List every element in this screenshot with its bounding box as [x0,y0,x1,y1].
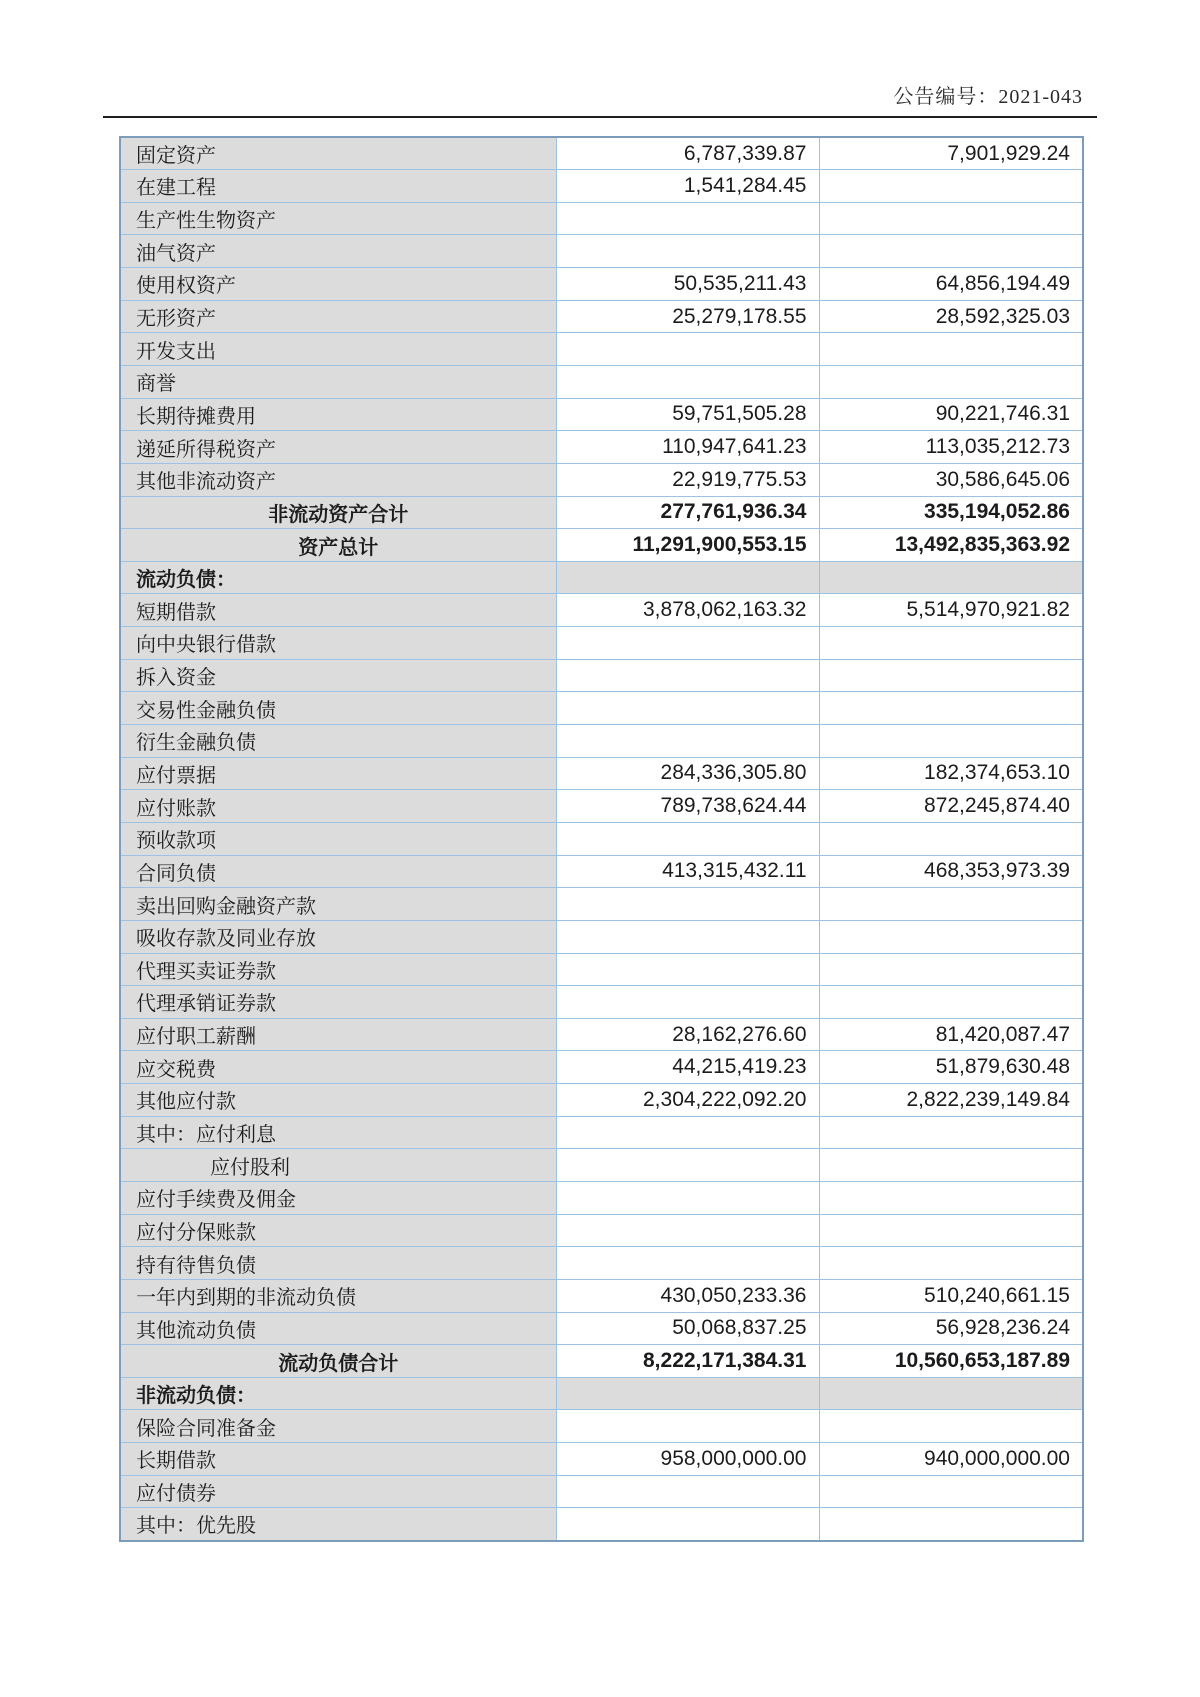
value-current-cell [556,1149,819,1182]
row-label-cell: 代理买卖证券款 [120,953,556,986]
value-current-cell: 413,315,432.11 [556,855,819,888]
row-label-cell: 其中：应付利息 [120,1116,556,1149]
row-label-cell: 预收款项 [120,822,556,855]
table-row [120,1345,1083,1378]
value-prior-cell: 90,221,746.31 [819,398,1083,431]
value-current-cell: 6,787,339.87 [556,137,819,170]
value-prior-cell: 7,901,929.24 [819,137,1083,170]
row-label-cell: 长期待摊费用 [120,398,556,431]
row-label-cell: 短期借款 [120,594,556,627]
value-prior-cell: 56,928,236.24 [819,1312,1083,1345]
value-current-cell: 8,222,171,384.31 [556,1345,819,1378]
value-prior-cell [819,1182,1083,1215]
value-current-cell: 3,878,062,163.32 [556,594,819,627]
row-label-cell: 油气资产 [120,235,556,268]
row-label-cell: 应付账款 [120,790,556,823]
row-label-cell: 拆入资金 [120,659,556,692]
value-current-cell [556,235,819,268]
table-row [120,1279,1083,1312]
row-label-cell: 应付职工薪酬 [120,1018,556,1051]
value-prior-cell: 940,000,000.00 [819,1443,1083,1476]
value-current-cell [556,822,819,855]
table-row [120,1084,1083,1117]
table-row [120,986,1083,1019]
value-current-cell [556,725,819,758]
row-label-cell: 资产总计 [120,529,556,562]
table-row [120,463,1083,496]
value-current-cell: 789,738,624.44 [556,790,819,823]
row-label-cell: 衍生金融负债 [120,725,556,758]
value-current-cell [556,1508,819,1541]
value-prior-cell [819,1475,1083,1508]
value-current-cell [556,986,819,1019]
announcement-number: 公告编号：2021-043 [893,86,1083,108]
value-prior-cell [819,170,1083,203]
row-label-cell: 其他应付款 [120,1084,556,1117]
value-current-cell [556,1214,819,1247]
row-label-cell: 代理承销证券款 [120,986,556,1019]
value-prior-cell: 10,560,653,187.89 [819,1345,1083,1378]
row-label-cell: 交易性金融负债 [120,692,556,725]
row-label-cell: 使用权资产 [120,268,556,301]
value-prior-cell [819,1377,1083,1410]
value-prior-cell [819,627,1083,660]
value-current-cell: 2,304,222,092.20 [556,1084,819,1117]
table-row [120,137,1083,170]
value-current-cell [556,1475,819,1508]
value-prior-cell [819,1214,1083,1247]
value-prior-cell: 510,240,661.15 [819,1279,1083,1312]
row-label-cell: 一年内到期的非流动负债 [120,1279,556,1312]
table-row [120,300,1083,333]
table-row [120,1410,1083,1443]
row-label-cell: 应交税费 [120,1051,556,1084]
table-row [120,1312,1083,1345]
table-row [120,725,1083,758]
table-row [120,1116,1083,1149]
table-row [120,692,1083,725]
table-row [120,1018,1083,1051]
row-label-cell: 持有待售负债 [120,1247,556,1280]
table-row [120,431,1083,464]
table-row [120,529,1083,562]
value-current-cell [556,1410,819,1443]
table-row [120,202,1083,235]
row-label-cell: 卖出回购金融资产款 [120,888,556,921]
value-current-cell: 284,336,305.80 [556,757,819,790]
table-row [120,888,1083,921]
value-prior-cell: 2,822,239,149.84 [819,1084,1083,1117]
value-current-cell [556,920,819,953]
row-label-cell: 应付债券 [120,1475,556,1508]
row-label-cell: 吸收存款及同业存放 [120,920,556,953]
value-current-cell [556,953,819,986]
table-row [120,170,1083,203]
value-prior-cell: 872,245,874.40 [819,790,1083,823]
table-row [120,268,1083,301]
row-label-cell: 非流动负债： [120,1377,556,1410]
value-current-cell [556,365,819,398]
table-row [120,496,1083,529]
value-prior-cell: 335,194,052.86 [819,496,1083,529]
value-prior-cell [819,953,1083,986]
value-current-cell [556,627,819,660]
value-prior-cell: 13,492,835,363.92 [819,529,1083,562]
value-prior-cell [819,561,1083,594]
value-current-cell [556,1116,819,1149]
value-prior-cell: 64,856,194.49 [819,268,1083,301]
value-current-cell [556,1377,819,1410]
table-row [120,365,1083,398]
value-prior-cell: 81,420,087.47 [819,1018,1083,1051]
value-current-cell: 110,947,641.23 [556,431,819,464]
value-current-cell: 28,162,276.60 [556,1018,819,1051]
value-current-cell [556,1182,819,1215]
value-current-cell: 25,279,178.55 [556,300,819,333]
value-prior-cell [819,659,1083,692]
table-row [120,1182,1083,1215]
row-label-cell: 应付分保账款 [120,1214,556,1247]
value-current-cell: 22,919,775.53 [556,463,819,496]
table-row [120,822,1083,855]
value-prior-cell [819,1149,1083,1182]
value-current-cell [556,659,819,692]
table-row [120,627,1083,660]
value-prior-cell [819,365,1083,398]
value-prior-cell [819,1247,1083,1280]
row-label-cell: 其他非流动资产 [120,463,556,496]
value-prior-cell: 5,514,970,921.82 [819,594,1083,627]
value-current-cell: 44,215,419.23 [556,1051,819,1084]
value-prior-cell: 468,353,973.39 [819,855,1083,888]
header-divider [103,116,1097,118]
value-prior-cell [819,1116,1083,1149]
value-current-cell [556,888,819,921]
row-label-cell: 应付票据 [120,757,556,790]
value-current-cell [556,561,819,594]
value-prior-cell [819,202,1083,235]
row-label-cell: 保险合同准备金 [120,1410,556,1443]
row-label-cell: 长期借款 [120,1443,556,1476]
table-row [120,920,1083,953]
table-row [120,1377,1083,1410]
value-prior-cell [819,920,1083,953]
table-row [120,757,1083,790]
balance-sheet-table [119,136,1084,1542]
value-current-cell [556,692,819,725]
value-prior-cell [819,888,1083,921]
table-row [120,1443,1083,1476]
table-row [120,561,1083,594]
row-label-cell: 固定资产 [120,137,556,170]
row-label-cell: 流动负债： [120,561,556,594]
value-current-cell [556,1247,819,1280]
row-label-cell: 开发支出 [120,333,556,366]
row-label-cell: 向中央银行借款 [120,627,556,660]
table-row [120,1149,1083,1182]
table-row [120,235,1083,268]
value-prior-cell [819,1410,1083,1443]
value-prior-cell [819,692,1083,725]
value-prior-cell [819,822,1083,855]
value-current-cell [556,333,819,366]
value-prior-cell: 113,035,212.73 [819,431,1083,464]
row-label-cell: 非流动资产合计 [120,496,556,529]
value-prior-cell: 182,374,653.10 [819,757,1083,790]
row-label-cell: 其他流动负债 [120,1312,556,1345]
value-prior-cell [819,333,1083,366]
value-current-cell: 11,291,900,553.15 [556,529,819,562]
row-label-cell: 合同负债 [120,855,556,888]
value-current-cell: 1,541,284.45 [556,170,819,203]
table-row [120,1247,1083,1280]
table-row [120,594,1083,627]
value-prior-cell: 30,586,645.06 [819,463,1083,496]
table-row [120,659,1083,692]
value-current-cell: 277,761,936.34 [556,496,819,529]
value-prior-cell: 51,879,630.48 [819,1051,1083,1084]
value-prior-cell [819,235,1083,268]
table-row [120,1214,1083,1247]
row-label-cell: 递延所得税资产 [120,431,556,464]
row-label-cell: 无形资产 [120,300,556,333]
row-label-cell: 应付股利 [120,1149,556,1182]
row-label-cell: 其中：优先股 [120,1508,556,1541]
table-row [120,1475,1083,1508]
row-label-cell: 生产性生物资产 [120,202,556,235]
row-label-cell: 在建工程 [120,170,556,203]
table-row [120,398,1083,431]
value-current-cell: 59,751,505.28 [556,398,819,431]
value-current-cell: 430,050,233.36 [556,1279,819,1312]
table-row [120,855,1083,888]
value-prior-cell [819,986,1083,1019]
value-prior-cell [819,725,1083,758]
table-row [120,1508,1083,1541]
value-current-cell: 50,535,211.43 [556,268,819,301]
value-current-cell [556,202,819,235]
row-label-cell: 流动负债合计 [120,1345,556,1378]
value-current-cell: 958,000,000.00 [556,1443,819,1476]
value-current-cell: 50,068,837.25 [556,1312,819,1345]
table-row [120,1051,1083,1084]
row-label-cell: 应付手续费及佣金 [120,1182,556,1215]
table-row [120,333,1083,366]
value-prior-cell [819,1508,1083,1541]
table-row [120,790,1083,823]
table-row [120,953,1083,986]
value-prior-cell: 28,592,325.03 [819,300,1083,333]
row-label-cell: 商誉 [120,365,556,398]
